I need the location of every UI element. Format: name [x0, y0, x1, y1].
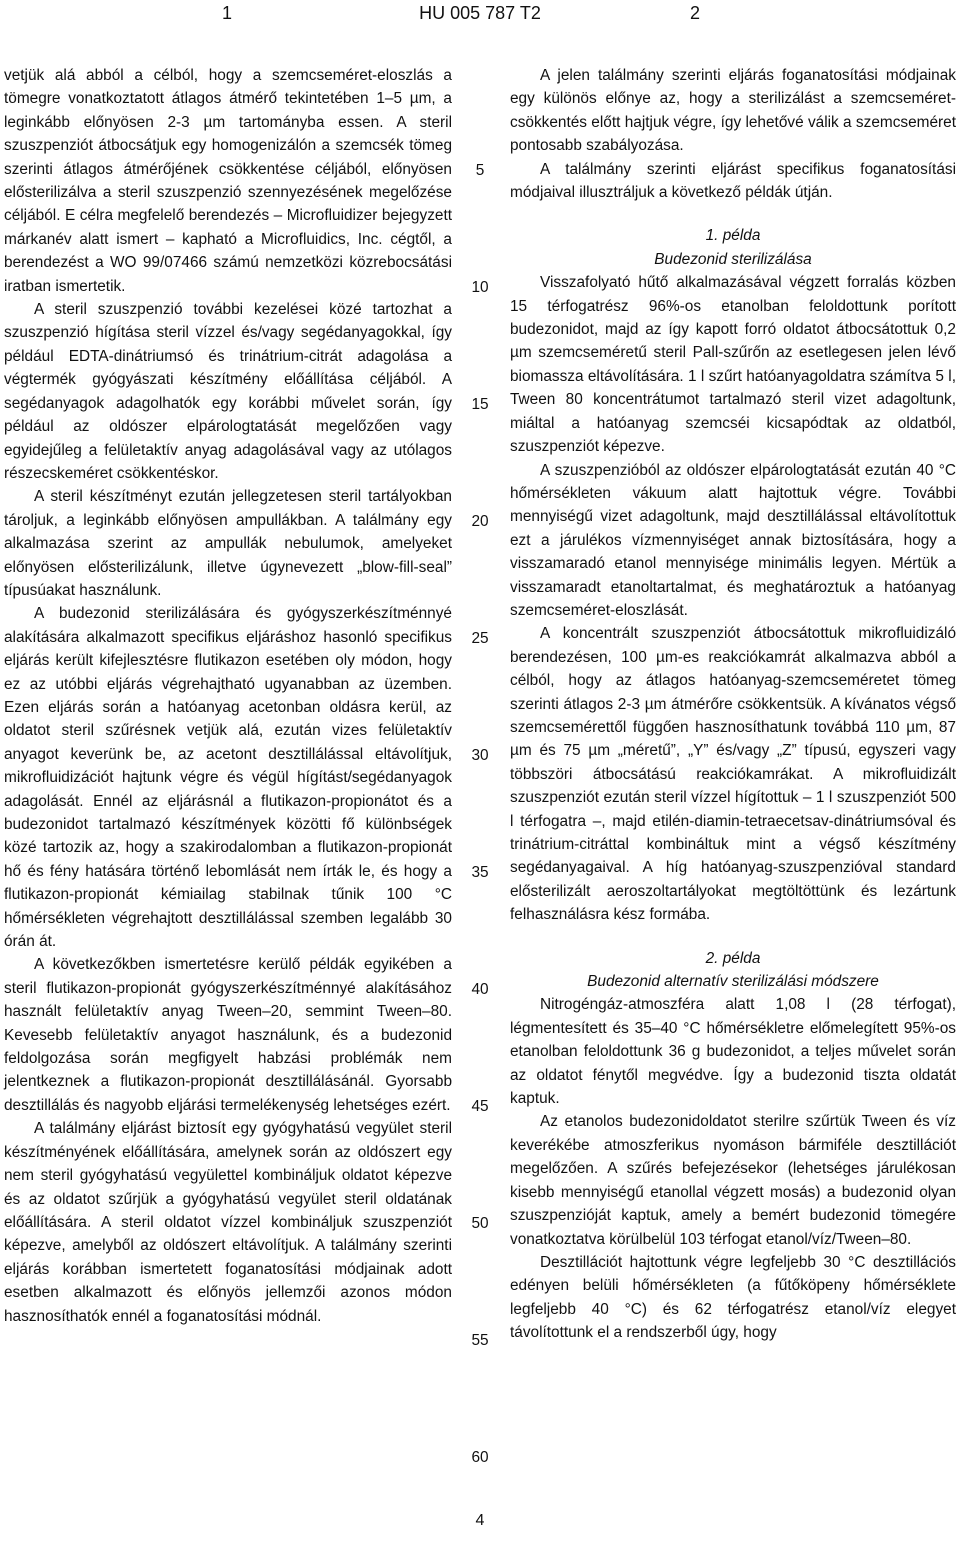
example-2-paragraph: Desztillációt hajtottunk végre legfeljebb 30 °C desztillációs edényen belüli hőmérsékleten (a fűtőköpeny hőmérséklete legfeljebb 40 °C) és 62 térfogatrész etanol/víz elegyet távolítottunk el a rendszerből úgy, hogy — [510, 1253, 956, 1342]
line-number: 30 — [471, 747, 489, 764]
example-1-paragraph: A koncentrált szuszpenziót átbocsátottuk mikrofluidizáló berendezésen, 100 µm-es reakciókamrát alkalmazva abból a célból, hogy az átlagos hatóanyag-szemcseméretet tömeg szerinti átlagos 2-3 µm átmérőre csökkentsük. A kívánatos végső szemcsemérettől függően hasznosíthatunk továbbá 110 µm, 87 µm és 75 µm „méretű”, „Y” és/vagy „Z” típusú, egyszeri vagy többszöri átbocsátású reakciókamrákat. A mikrofluidizált szuszpenziót ezután steril vízzel hígítottuk – 1 l szuszpenziót 500 l térfogatra –, majd etilén-diamin-tetraecetsav-dinátriumsóval és trinátrium-citráttal kombináltuk mint a végső készítmény segédanyagaival. A híg hatóanyag-szuszpenzióval standard elősterilizált aeroszoltartályokat megtöltöttünk és lezártunk felhasználásra kész formába. — [510, 625, 956, 924]
right-column — [510, 64, 956, 1345]
example-1-number: 1. példa — [705, 227, 761, 245]
left-column — [4, 64, 452, 1328]
line-number: 25 — [471, 630, 489, 647]
left-paragraph: A találmány eljárást biztosít egy gyógyhatású vegyület steril készítményének előállítására, amelynek során az oldószert egy nem steril gyógyhatású vegyülettel kombináljuk oldatot képezve és az oldatot szűrjük a gyógyhatású vegyület steril oldatának előállítására. A steril oldatot vízzel kombináljuk szuszpenziót képezve, amelyből az oldószert eltávolítjuk. A találmány szerinti eljárás korábban ismertetett foganatosítási módjainak adott esetben alkalmazott és előnyös jellemzői azonos módon hasznosíthatók ennél a foganatosítási módnál. — [4, 1120, 452, 1325]
left-paragraph: A steril készítményt ezután jellegzetesen steril tartályokban tároljuk, a leginkább előnyösen ampullákban. A találmány egy alkalmazása szerint az ampullák nebulumok, amelyeket előnyösen elősterilizálunk, illetve úgynevezett „blow-fill-seal” típusúakat használunk. — [4, 488, 452, 599]
line-number: 55 — [471, 1332, 489, 1349]
left-paragraph: A budezonid sterilizálására és gyógyszerkészítménnyé alakítására alkalmazott specifikus eljáráshoz hasonló specifikus eljárás került kifejlesztésre flutikazon esetében oly módon, hogy ez az utóbbi eljárás végrehajtható ugyanabban az üzemben. Ezen eljárás során a hatóanyag acetonban oldásra kerül, az oldatot steril szűrésnek vetjük alá, ezután vizes felületaktív anyagot keverünk be, az acetont desztillálással eltávolítjuk, mikrofluidizációt hajtunk végre és végül hígítást/segédanyagok adagolását. Ennél az eljárásnál a flutikazon-propionátot és a budezonidot tartalmazó készítmények közötti fő különbségek közé tartozik az, hogy a szakirodalomban a flutikazon-propionát hő és fény hatására történő lebomlását nem írták le, és hogy a flutikazon-propionát kémiailag stabilnak tűnik 100 °C hőmérsékleten végrehajtott desztillálással szemben legalább 30 órán át. — [4, 605, 452, 951]
left-page-number: 1 — [222, 3, 233, 23]
line-number: 5 — [475, 162, 485, 179]
example-2-paragraph: Nitrogéngáz-atmoszféra alatt 1,08 l (28 térfogat), légmentesített és 35–40 °C hőmérsékletre előmelegített 95%-os etanolban feloldottunk 36 g budezonidot, a teljes művelet során az oldatot fénytől megvédve. Így a budezonid tiszta oldatát kaptuk. — [510, 996, 956, 1108]
spacer — [510, 927, 956, 947]
example-2-number: 2. példa — [705, 949, 761, 967]
line-number: 40 — [471, 981, 489, 998]
example-1-title: Budezonid sterilizálása — [654, 250, 812, 268]
line-number: 15 — [471, 396, 489, 413]
left-paragraph: vetjük alá abból a célból, hogy a szemcseméret-eloszlás a tömegre vonatkoztatott átlagos átmérő tekintetében 1–5 µm, a leginkább előnyösen 2-3 µm tartományba essen. A steril szuszpenziót átbocsátjuk egy homogenizálón a szemcsék tömeg szerinti átlagos átmérőjének csökkentése céljából, előnyösen elősterilizálva a steril szuszpenzió szennyezésének megelőzése céljából. E célra megfelelő berendezés – Microfluidizer bejegyzett márkanév alatt ismert – kapható a Microfluidics, Inc. cégtől, a berendezést a WO 99/07466 számú nemzetközi közrebocsátási iratban ismertetik. — [4, 67, 452, 295]
intro-paragraph: A jelen találmány szerinti eljárás foganatosítási módjainak egy különös előnye az, hogy a sterilizálást a szemcseméret-csökkentés előtt hajtjuk végre, így lehetővé válik a szemcseméret pontosabb szabályozása. — [510, 67, 956, 155]
line-number: 60 — [471, 1449, 489, 1466]
line-number: 50 — [471, 1215, 489, 1232]
intro-paragraph: A találmány szerinti eljárást specifikus foganatosítási módjaival illusztráljuk a következő példák útján. — [510, 160, 956, 202]
left-paragraph: A következőkben ismertetésre kerülő példák egyikében a steril flutikazon-propionát gyógyszerkészítménnyé alakításához használt felületaktív anyag Tween–20, semmint Tween–80. Kevesebb felületaktív anyagot használunk, és a budezonid feldolgozása során megfigyelt habzási problémák nem jelentkeznek a flutikazon-propionát desztillálásánál. Gyorsabb desztillálás és nagyobb eljárási termelékenység lehetséges ezért. — [4, 956, 452, 1114]
line-number: 10 — [471, 279, 489, 296]
line-number: 20 — [471, 513, 489, 530]
example-2-paragraph: Az etanolos budezonidoldatot sterilre szűrtük Tween és víz keverékébe atmoszferikus nyomáson bármiféle desztillációt megelőzően. A szűrés befejezésekor (lehetséges járulékosan kisebb mennyiségű etanollal végzett mosás) a budezonid olyan szuszpenzióját kaptuk, amely a bemért budezonid tömegére vonatkoztatva körülbelül 103 térfogat etanol/víz/Tween–80. — [510, 1113, 956, 1248]
line-number: 45 — [471, 1098, 489, 1115]
example-1-paragraph: Visszafolyató hűtő alkalmazásával végzett forralás közben 15 térfogatrész 96%-os etanolban feloldottunk porított budezonidot, majd az így kapott forró oldatot átbocsátottuk 0,2 µm szemcseméretű steril Pall-szűrőn az esetlegesen jelen lévő biomassza eltávolítására. 1 l szűrt hatóanyagoldatra számítva 5 l, Tween 80 koncentrátumot tartalmazó steril vizet adagoltunk, miáltal a hatóanyag szemcséi kicsapódtak az oldatból, szuszpenziót képezve. — [510, 274, 956, 456]
spacer — [510, 204, 956, 224]
example-2-title: Budezonid alternatív sterilizálási módszere — [587, 973, 879, 991]
page-footer-number: 4 — [475, 1512, 485, 1529]
line-number: 35 — [471, 864, 489, 881]
patent-number: HU 005 787 T2 — [419, 3, 541, 23]
example-1-paragraph: A szuszpenzióból az oldószer elpárologtatását ezután 40 °C hőmérsékleten vákuum alatt hajtottuk végre. További mennyiségű vizet adagoltunk, majd desztillálással eltávolítottuk ezt a járulékos vízmennyiséget annak biztosítására, hogy a visszamaradó etanol mennyisége minimális legyen. Mértük a visszamaradt etanoltartalmat, és meghatároztuk a hatóanyag szemcseméret-eloszlását. — [510, 461, 956, 619]
left-paragraph: A steril szuszpenzió további kezelései közé tartozhat a szuszpenzió hígítása steril vízzel és/vagy segédanyagokkal, így például EDTA-dinátriumsó és trinátrium-citrát adagolása a végtermék gyógyászati készítmény előállítása céljából. A segédanyagok adagolhatók egy korábbi művelet során, így például az oldószer elpárologtatását megelőzően vagy egyidejűleg a felületaktív anyag adagolásával vagy az utólagos részecskeméret csökkentéskor. — [4, 301, 452, 482]
example-2 — [510, 947, 956, 1345]
right-page-number: 2 — [690, 3, 701, 23]
example-1 — [510, 224, 956, 926]
